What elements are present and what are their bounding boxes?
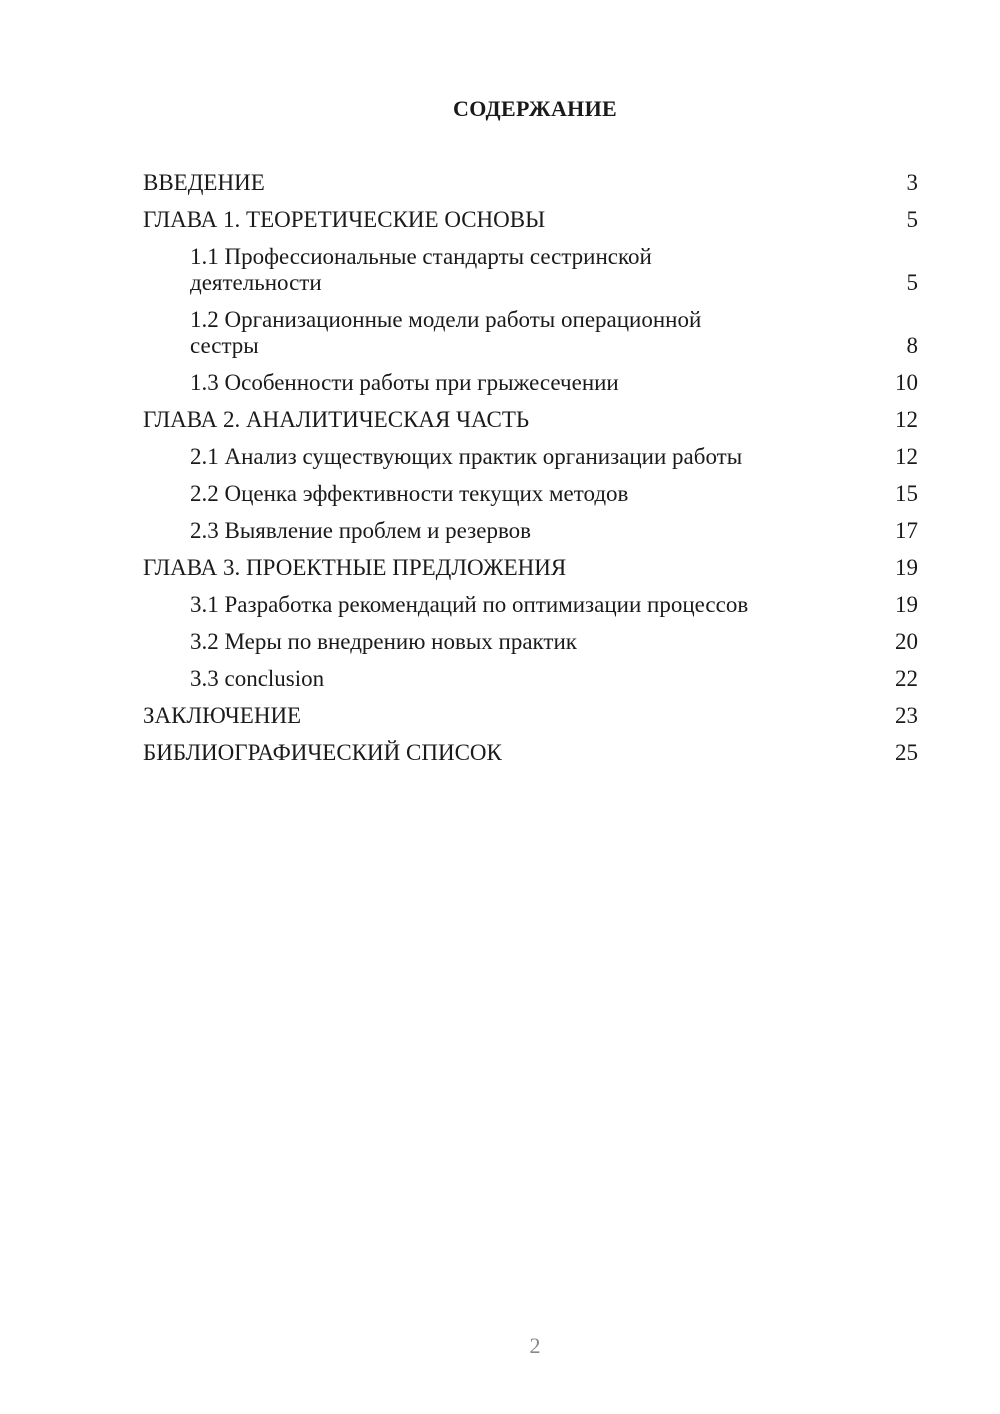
toc-entry-section-2-3 <box>143 518 918 544</box>
toc-entry-label: 2.2 Оценка эффективности текущих методов <box>190 481 629 506</box>
toc-entry-page: 17 <box>895 518 918 543</box>
table-of-contents <box>143 170 918 777</box>
toc-entry-label: БИБЛИОГРАФИЧЕСКИЙ СПИСОК <box>143 740 502 765</box>
toc-entry-page: 5 <box>906 207 918 232</box>
toc-entry-section-3-3 <box>143 666 918 692</box>
toc-entry-page: 10 <box>895 370 918 395</box>
toc-entry-bibliography <box>143 740 918 766</box>
toc-entry-section-1-2 <box>143 307 918 359</box>
toc-entry-label: 2.3 Выявление проблем и резервов <box>190 518 532 543</box>
toc-entry-label: 1.1 Профессиональные стандарты сестринской деятельности <box>190 244 652 295</box>
toc-entry-section-2-1 <box>143 444 918 470</box>
toc-entry-section-1-3 <box>143 370 918 396</box>
toc-entry-chapter-3 <box>143 555 918 581</box>
toc-entry-page: 23 <box>895 703 918 728</box>
toc-entry-page: 3 <box>906 170 918 195</box>
toc-entry-section-3-2 <box>143 629 918 655</box>
toc-entry-page: 19 <box>895 555 918 580</box>
toc-entry-conclusion <box>143 703 918 729</box>
toc-entry-page: 19 <box>895 592 918 617</box>
toc-entry-section-1-1 <box>143 244 918 296</box>
toc-entry-chapter-2 <box>143 407 918 433</box>
toc-entry-label: ЗАКЛЮЧЕНИЕ <box>143 703 302 728</box>
toc-entry-label: 1.2 Организационные модели работы операционной сестры <box>190 307 702 358</box>
toc-entry-label: 1.3 Особенности работы при грыжесечении <box>190 370 619 395</box>
toc-entry-page: 15 <box>895 481 918 506</box>
toc-entry-label: ВВЕДЕНИЕ <box>143 170 265 195</box>
toc-entry-chapter-1 <box>143 207 918 233</box>
toc-entry-page: 25 <box>895 740 918 765</box>
toc-entry-label: ГЛАВА 3. ПРОЕКТНЫЕ ПРЕДЛОЖЕНИЯ <box>143 555 567 580</box>
toc-entry-page: 5 <box>906 270 918 295</box>
toc-entry-page: 22 <box>895 666 918 691</box>
toc-entry-label: ГЛАВА 1. ТЕОРЕТИЧЕСКИЕ ОСНОВЫ <box>143 207 546 232</box>
page-number: 2 <box>529 1333 541 1358</box>
page-title: СОДЕРЖАНИЕ <box>453 96 617 121</box>
toc-entry-label: 3.2 Меры по внедрению новых практик <box>190 629 577 654</box>
toc-entry-page: 20 <box>895 629 918 654</box>
toc-entry-section-2-2 <box>143 481 918 507</box>
toc-entry-label: 3.1 Разработка рекомендаций по оптимизации процессов <box>190 592 749 617</box>
toc-entry-label: 2.1 Анализ существующих практик организации работы <box>190 444 743 469</box>
toc-entry-label: 3.3 conclusion <box>190 666 325 691</box>
toc-entry-introduction <box>143 170 918 196</box>
toc-entry-page: 12 <box>895 407 918 432</box>
toc-entry-label: ГЛАВА 2. АНАЛИТИЧЕСКАЯ ЧАСТЬ <box>143 407 530 432</box>
toc-entry-page: 12 <box>895 444 918 469</box>
toc-entry-page: 8 <box>906 333 918 358</box>
toc-entry-section-3-1 <box>143 592 918 618</box>
